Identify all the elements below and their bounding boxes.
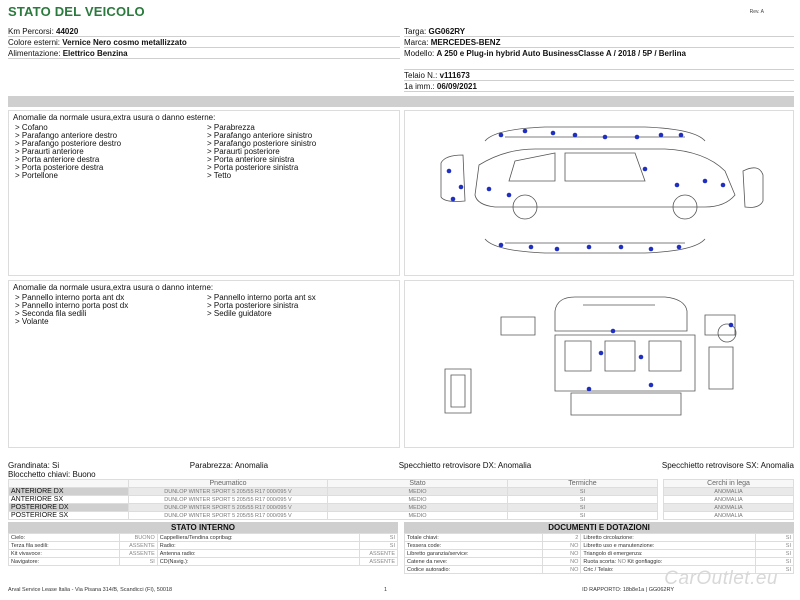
table-row: Navigatore: SI CD(Navig.): ASSENTE bbox=[9, 558, 398, 566]
watermark-logo: CarOutlet.eu bbox=[664, 568, 778, 589]
damage-marker bbox=[587, 387, 592, 392]
list-item: > Tetto bbox=[207, 171, 232, 180]
damage-marker bbox=[507, 193, 512, 198]
list-item: > Parafango posteriore destro bbox=[15, 139, 122, 148]
damage-marker bbox=[499, 133, 504, 138]
list-item: > Parafango posteriore sinistro bbox=[207, 139, 317, 148]
damage-marker bbox=[587, 245, 592, 250]
damage-marker bbox=[649, 383, 654, 388]
table-row: Codice autoradio: NO Cric / Telaio: SI bbox=[405, 566, 794, 574]
damage-marker bbox=[573, 133, 578, 138]
damage-marker bbox=[523, 129, 528, 134]
damage-marker bbox=[675, 183, 680, 188]
list-item: > Porta anteriore destra bbox=[15, 155, 100, 164]
immatricolazione-value: 06/09/2021 bbox=[436, 82, 477, 91]
grandinata-label: Grandinata: Si bbox=[8, 461, 60, 470]
table-row: Terza fila sedili: ASSENTE Radio: SI bbox=[9, 542, 398, 550]
list-item: > Parabrezza bbox=[207, 123, 255, 132]
specchietto-sx-label: Specchietto retrovisore SX: Anomalia bbox=[661, 461, 794, 470]
list-item: > Paraurti posteriore bbox=[207, 147, 280, 156]
table-row: Tessera code: NO Libretto uso e manutenzione: SI bbox=[405, 542, 794, 550]
external-damage-panel bbox=[8, 110, 400, 276]
list-item: > Parafango anteriore destro bbox=[15, 131, 118, 140]
list-item: > Portellone bbox=[15, 171, 58, 180]
list-item: > Porta posteriore destra bbox=[15, 163, 104, 172]
vehicle-info-right bbox=[404, 26, 794, 92]
table-row: Libretto garanzia/service: NO Triangolo di emergenza: SI bbox=[405, 550, 794, 558]
damage-marker bbox=[459, 185, 464, 190]
damage-marker bbox=[555, 247, 560, 252]
damage-marker bbox=[649, 247, 654, 252]
external-damage-title: Anomalie da normale usura,extra usura o danno esterne: bbox=[13, 113, 216, 122]
damage-marker bbox=[551, 131, 556, 136]
header-stato: Stato bbox=[328, 480, 508, 488]
vehicle-info-left bbox=[8, 26, 400, 59]
table-row: Kit vivavoce: ASSENTE Antenna radio: ASSENTE bbox=[9, 550, 398, 558]
bloccaggio-label: Blocchetto chiavi: Buono bbox=[8, 470, 96, 479]
table-row: ANTERIORE SX DUNLOP WINTER SPORT 5 205/55 R17 000/095 V MEDIO SI ANOMALIA bbox=[9, 496, 794, 504]
damage-marker bbox=[721, 183, 726, 188]
tyres-header bbox=[9, 480, 794, 488]
list-item: > Seconda fila sedili bbox=[15, 309, 87, 318]
marca-value: MERCEDES-BENZ bbox=[430, 38, 501, 47]
km-value: 44020 bbox=[56, 27, 79, 36]
internal-damage-col1 bbox=[15, 294, 207, 326]
table-row: POSTERIORE DX DUNLOP WINTER SPORT 5 205/55 R17 000/095 V MEDIO SI ANOMALIA bbox=[9, 504, 794, 512]
modello-row: Modello: A 250 e Plug-in hybrid Auto BusinessClasse A / 2018 / 5P / Berlina bbox=[404, 48, 794, 70]
header-termiche: Termiche bbox=[508, 480, 658, 488]
list-item: > Sedile guidatore bbox=[207, 309, 272, 318]
damage-marker bbox=[635, 135, 640, 140]
damage-markers bbox=[447, 129, 726, 252]
damage-marker bbox=[677, 245, 682, 250]
documenti-title: DOCUMENTI E DOTAZIONI bbox=[404, 522, 794, 533]
table-row: Totale chiavi: 2 Libretto circolazione: SI bbox=[405, 534, 794, 542]
damage-marker bbox=[643, 167, 648, 172]
list-item: > Pannello interno porta ant dx bbox=[15, 293, 125, 302]
km-row: Km Percorsi: 44020 bbox=[8, 26, 400, 37]
internal-damage-panel bbox=[8, 280, 400, 448]
list-item: > Volante bbox=[15, 317, 49, 326]
section-divider bbox=[8, 96, 794, 107]
targa-row: Targa: GG062RY bbox=[404, 26, 794, 37]
revision-label: Rev. A bbox=[749, 9, 764, 15]
tyres-table bbox=[8, 479, 794, 520]
damage-marker bbox=[529, 245, 534, 250]
interior-damage-markers bbox=[587, 323, 734, 392]
damage-marker bbox=[619, 245, 624, 250]
telaio-value: v111673 bbox=[439, 71, 470, 80]
targa-value: GG062RY bbox=[428, 27, 466, 36]
damage-marker bbox=[487, 187, 492, 192]
list-item: > Cofano bbox=[15, 123, 48, 132]
damage-marker bbox=[659, 133, 664, 138]
list-item: > Paraurti anteriore bbox=[15, 147, 84, 156]
header-cerchi: Cerchi in lega bbox=[664, 480, 794, 488]
header-pneumatico: Pneumatico bbox=[129, 480, 328, 488]
parabrezza-label: Parabrezza: Anomalia bbox=[189, 461, 269, 470]
damage-marker bbox=[679, 133, 684, 138]
internal-damage-title: Anomalie da normale usura,extra usura o danno interne: bbox=[13, 283, 214, 292]
damage-marker bbox=[599, 351, 604, 356]
damage-marker bbox=[703, 179, 708, 184]
damage-marker bbox=[729, 323, 734, 328]
footer-address: Arval Service Lease Italia - Via Pisana 314/B, Scandicci (FI), 50018 bbox=[8, 587, 173, 593]
external-damage-col2 bbox=[207, 124, 399, 180]
summary-block bbox=[8, 461, 794, 479]
immatricolazione-row: 1a imm.: 06/09/2021 bbox=[404, 81, 794, 92]
list-item: > Parafango anteriore sinistro bbox=[207, 131, 313, 140]
damage-marker bbox=[499, 243, 504, 248]
damage-marker bbox=[611, 329, 616, 334]
alimentazione-row: Alimentazione: Elettrico Benzina bbox=[8, 48, 400, 59]
table-row: POSTERIORE SX DUNLOP WINTER SPORT 5 205/55 R17 000/095 V MEDIO SI ANOMALIA bbox=[9, 512, 794, 520]
stato-interno-box bbox=[8, 522, 398, 566]
colore-value: Vernice Nero cosmo metallizzato bbox=[62, 38, 187, 47]
damage-marker bbox=[603, 135, 608, 140]
specchietto-dx-label: Specchietto retrovisore DX: Anomalia bbox=[398, 461, 532, 470]
internal-damage-col2 bbox=[207, 294, 399, 326]
stato-interno-title: STATO INTERNO bbox=[8, 522, 398, 533]
marca-row: Marca: MERCEDES-BENZ bbox=[404, 37, 794, 48]
table-row: Cielo: BUONO Cappelliera/Tendina copribag: SI bbox=[9, 534, 398, 542]
damage-marker bbox=[447, 169, 452, 174]
table-row: ANTERIORE DX DUNLOP WINTER SPORT 5 205/55 R17 000/095 V MEDIO SI ANOMALIA bbox=[9, 488, 794, 496]
page-footer bbox=[8, 587, 794, 593]
colore-row: Colore esterni: Vernice Nero cosmo metallizzato bbox=[8, 37, 400, 48]
list-item: > Porta posteriore sinistra bbox=[207, 301, 299, 310]
external-damage-col1 bbox=[15, 124, 207, 180]
page-number: 1 bbox=[384, 587, 388, 593]
car-exterior-diagram bbox=[405, 111, 793, 275]
documenti-box bbox=[404, 522, 794, 574]
alimentazione-value: Elettrico Benzina bbox=[62, 49, 128, 58]
telaio-row: Telaio N.: v111673 bbox=[404, 70, 794, 81]
internal-diagram-panel bbox=[404, 280, 794, 448]
modello-value: A 250 e Plug-in hybrid Auto BusinessClasse A / 2018 / 5P / Berlina bbox=[436, 49, 686, 58]
list-item: > Pannello interno porta post dx bbox=[15, 301, 129, 310]
damage-marker bbox=[451, 197, 456, 202]
page-title: STATO DEL VEICOLO bbox=[8, 4, 145, 19]
footer-report-id: ID RAPPORTO: 18b8e1a | GG062RY bbox=[582, 587, 674, 593]
external-diagram-panel bbox=[404, 110, 794, 276]
table-row: Catene da neve: NO Ruota scorta: NO Kit gonfiaggio: SI bbox=[405, 558, 794, 566]
damage-marker bbox=[639, 355, 644, 360]
list-item: > Porta posteriore sinistra bbox=[207, 163, 299, 172]
car-interior-diagram bbox=[405, 281, 793, 447]
list-item: > Pannello interno porta ant sx bbox=[207, 293, 316, 302]
list-item: > Porta anteriore sinistra bbox=[207, 155, 295, 164]
